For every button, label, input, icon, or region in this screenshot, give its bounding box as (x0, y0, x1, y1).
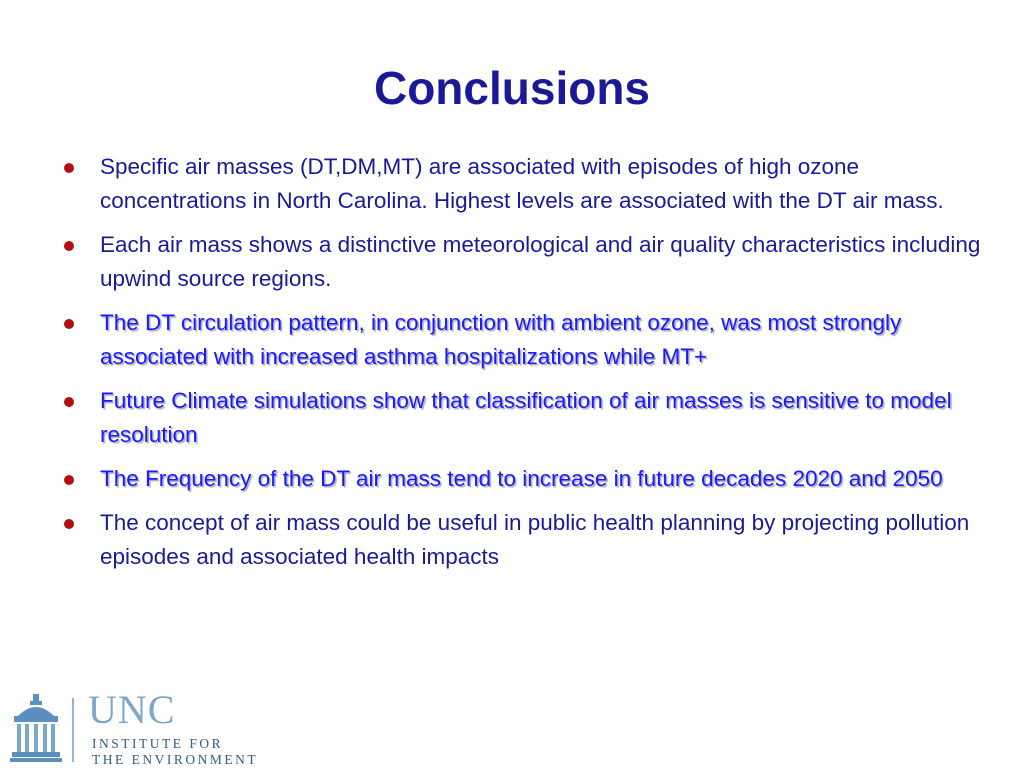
conclusions-list (58, 150, 988, 584)
list-item (58, 462, 988, 496)
bullet-dot-icon (64, 475, 74, 485)
bullet-text: Specific air masses (DT,DM,MT) are associated with episodes of high ozone concentrations in North Carolina. Highest levels are associated with the DT air mass. (100, 154, 944, 213)
bullet-dot-icon (64, 163, 74, 173)
bullet-text: The Frequency of the DT air mass tend to increase in future decades 2020 and 2050 (100, 466, 943, 491)
logo-divider (72, 698, 74, 762)
list-item (58, 506, 988, 574)
slide-title: Conclusions (373, 62, 651, 114)
logo-wordmark: UNC (88, 687, 176, 732)
bullet-dot-icon (64, 397, 74, 407)
logo-subtitle-line2: THE ENVIRONMENT (92, 752, 259, 767)
list-item (58, 306, 988, 374)
bullet-text: Future Climate simulations show that classification of air masses is sensitive to model resolution (100, 388, 952, 447)
list-item (58, 150, 988, 218)
logo-subtitle-line1: INSTITUTE FOR (92, 736, 224, 751)
unc-institute-logo (8, 687, 278, 768)
list-item (58, 384, 988, 452)
bullet-text: The concept of air mass could be useful in public health planning by projecting pollution episodes and associated health impacts (100, 510, 970, 569)
bullet-dot-icon (64, 241, 74, 251)
old-well-icon (8, 692, 64, 764)
bullet-text: Each air mass shows a distinctive meteorological and air quality characteristics including upwind source regions. (100, 232, 981, 291)
list-item (58, 228, 988, 296)
bullet-dot-icon (64, 319, 74, 329)
bullet-text: The DT circulation pattern, in conjunction with ambient ozone, was most strongly associated with increased asthma hospitalizations while MT+ (100, 310, 902, 369)
bullet-dot-icon (64, 519, 74, 529)
